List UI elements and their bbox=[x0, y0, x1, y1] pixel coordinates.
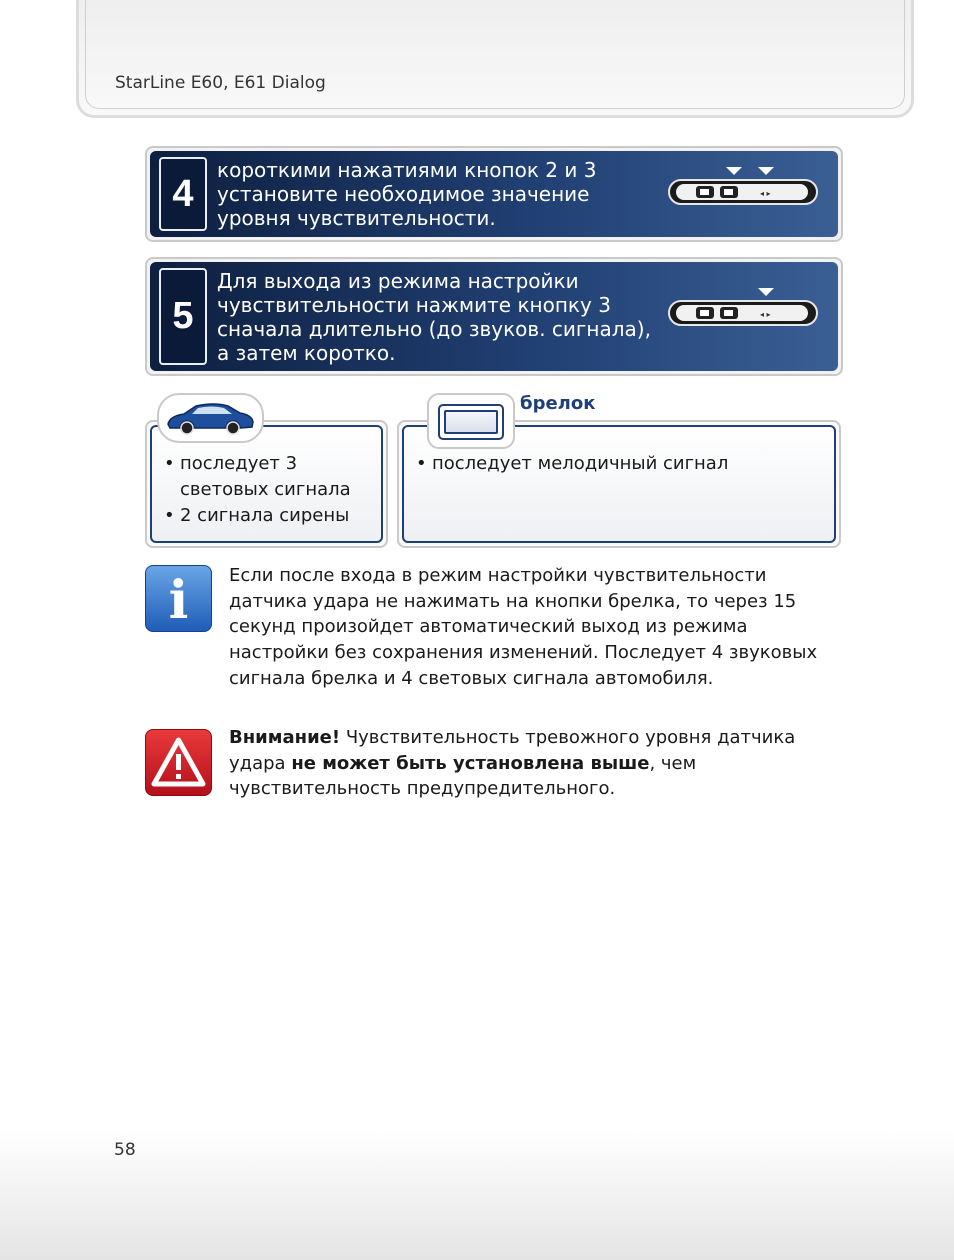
warning-text bbox=[229, 725, 829, 802]
step-text: короткими нажатиями кнопок 2 и 3 установите необходимое значение уровня чувствительности. bbox=[217, 158, 597, 230]
button-3-arrow-icon bbox=[758, 167, 774, 175]
car-icon bbox=[162, 398, 258, 438]
warning-emphasis: не может быть установлена выше bbox=[291, 752, 650, 774]
button-3-arrow-icon bbox=[758, 288, 774, 296]
list-item: • последует 3 световых сигнала bbox=[164, 451, 364, 503]
footer-band bbox=[0, 1130, 954, 1260]
step-number: 5 bbox=[159, 268, 207, 365]
info-icon: i bbox=[145, 565, 212, 632]
key-fob-buttons-icon bbox=[668, 300, 818, 326]
warning-icon bbox=[145, 729, 212, 796]
info-text: Если после входа в режим настройки чувствительности датчика удара не нажимать на кнопки брелка, то через 15 секунд произойдет автоматический выход из режима настройки без сохранения изменений. Последует 4 звуковых сигнала брелка и 4 световых сигнала автомобиля. bbox=[229, 565, 818, 689]
car-tab bbox=[157, 393, 264, 443]
step-4 bbox=[145, 146, 843, 242]
header-panel bbox=[76, 0, 914, 118]
warning-text-part: Чувствительность тревожного уровня датчика удара bbox=[229, 727, 796, 774]
warning-label: Внимание! bbox=[229, 727, 341, 748]
page-number: 58 bbox=[114, 1140, 136, 1160]
fob-tab bbox=[427, 393, 515, 449]
step-number: 4 bbox=[159, 157, 207, 231]
fob-caption: брелок bbox=[520, 393, 596, 414]
key-fob-icon bbox=[438, 404, 504, 440]
button-2-arrow-icon bbox=[726, 167, 742, 175]
step-5 bbox=[145, 257, 843, 376]
svg-text:◂ ▸: ◂ ▸ bbox=[760, 189, 771, 198]
warning-text-part: , чем чувствительность предупредительного. bbox=[229, 752, 697, 800]
svg-text:◂ ▸: ◂ ▸ bbox=[760, 310, 771, 319]
list-item: • последует мелодичный сигнал bbox=[416, 451, 816, 477]
key-fob-buttons-icon bbox=[668, 179, 818, 205]
list-item: • 2 сигнала сирены bbox=[164, 503, 364, 529]
document-title: StarLine E60, E61 Dialog bbox=[115, 73, 326, 93]
step-text: Для выхода из режима настройки чувствительности нажмите кнопку 3 сначала длительно (до звуков. сигнала), а затем коротко. bbox=[217, 269, 651, 365]
